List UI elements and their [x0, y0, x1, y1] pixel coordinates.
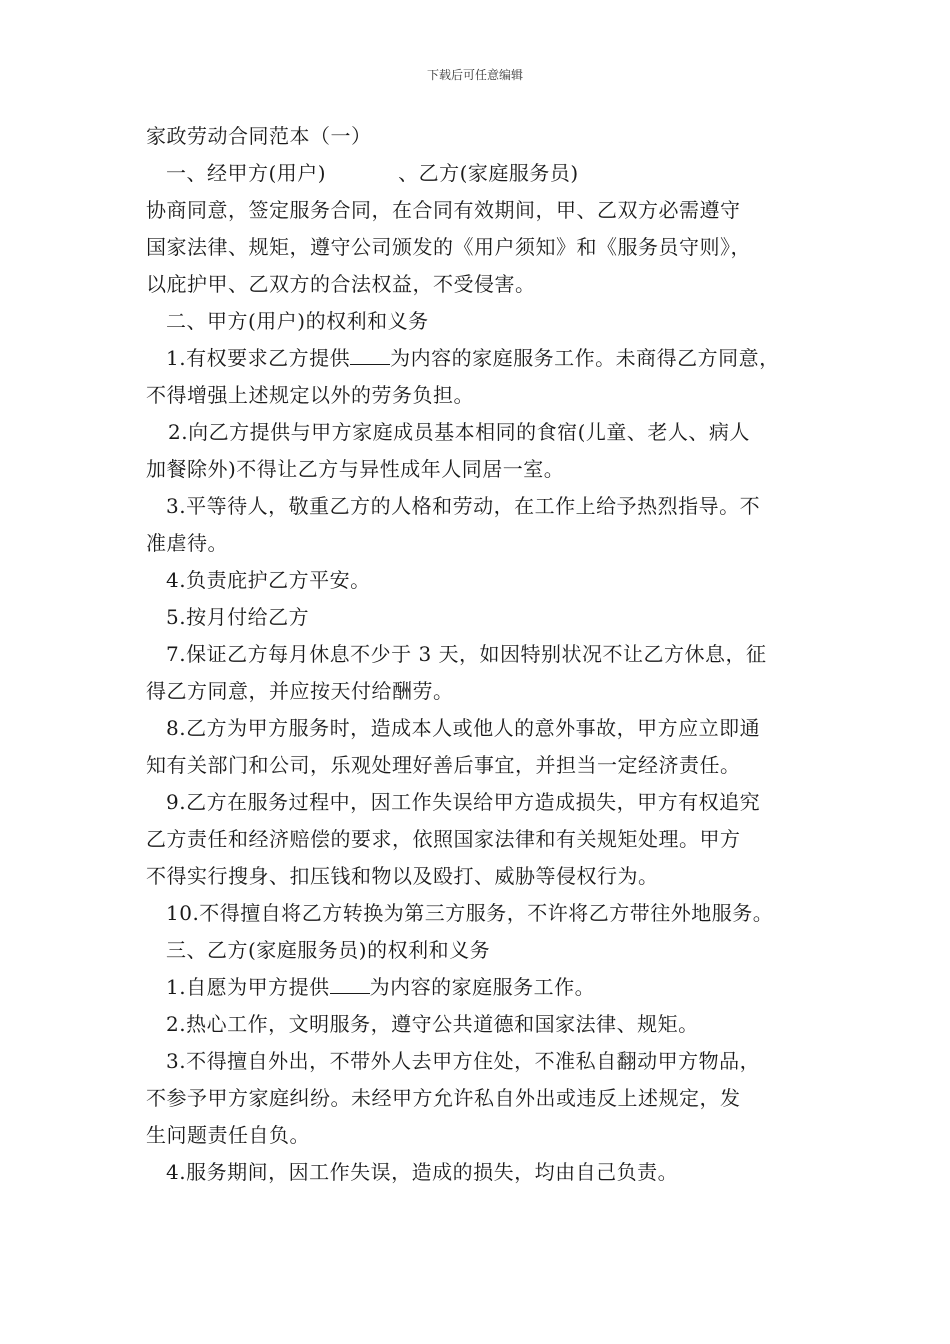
intro-line-3: 以庇护甲、乙双方的合法权益，不受侵害。 — [146, 272, 536, 296]
parties-line — [146, 155, 818, 192]
document-title: 家政劳动合同范本（一） — [146, 124, 372, 148]
s3-item-2: 2.热心工作，文明服务，遵守公共道德和国家法律、规矩。 — [166, 1012, 699, 1036]
s2-item-3-line-1: 3.平等待人，敬重乙方的人格和劳动，在工作上给予热烈指导。不 — [166, 494, 761, 518]
s3-item-3-line-2: 不参予甲方家庭纠纷。未经甲方允许私自外出或违反上述规定，发 — [146, 1086, 741, 1110]
s2-item-8-line-1: 8.乙方为甲方服务时，造成本人或他人的意外事故，甲方应立即通 — [166, 716, 761, 740]
s2-item-3-line-2: 准虐待。 — [146, 531, 228, 555]
s3-item-4: 4.服务期间，因工作失误，造成的损失，均由自己负责。 — [166, 1160, 679, 1184]
fill-in-blank — [350, 346, 390, 365]
section-2-heading: 二、甲方(用户)的权利和义务 — [166, 309, 429, 333]
s2-item-1-line-1 — [146, 340, 818, 377]
header-note: 下载后可任意编辑 — [426, 68, 523, 82]
intro-line-2: 国家法律、规矩，遵守公司颁发的《用户须知》和《服务员守则》， — [146, 235, 751, 259]
s2-item-8-line-2: 知有关部门和公司，乐观处理好善后事宜，并担当一定经济责任。 — [146, 753, 741, 777]
s2-item-1-line-2: 不得增强上述规定以外的劳务负担。 — [146, 383, 474, 407]
s3-item-1-text-a: 1.自愿为甲方提供 — [166, 975, 330, 999]
parties-prefix: 一、经甲方(用户) — [166, 161, 327, 185]
s2-item-10: 10.不得擅自将乙方转换为第三方服务，不许将乙方带往外地服务。 — [166, 901, 774, 925]
fill-in-blank — [330, 975, 370, 994]
parties-suffix: 、乙方(家庭服务员) — [398, 161, 579, 185]
s2-item-2-line-1: 2.向乙方提供与甲方家庭成员基本相同的食宿(儿童、老人、病人 — [168, 420, 750, 444]
s3-item-1 — [146, 969, 818, 1006]
s2-item-1-text-b: 为内容的家庭服务工作。未商得乙方同意， — [390, 346, 780, 370]
s2-item-2-line-2: 加餐除外)不得让乙方与异性成年人同居一室。 — [146, 457, 565, 481]
s2-item-9-line-1: 9.乙方在服务过程中，因工作失误给甲方造成损失，甲方有权追究 — [166, 790, 761, 814]
s2-item-9-line-2: 乙方责任和经济赔偿的要求，依照国家法律和有关规矩处理。甲方 — [146, 827, 741, 851]
s2-item-7-line-2: 得乙方同意，并应按天付给酬劳。 — [146, 679, 454, 703]
document-body — [146, 118, 818, 1191]
s2-item-7-line-1: 7.保证乙方每月休息不少于 3 天，如因特别状况不让乙方休息，征 — [166, 642, 767, 666]
s2-item-4: 4.负责庇护乙方平安。 — [166, 568, 371, 592]
s2-item-9-line-3: 不得实行搜身、扣压钱和物以及殴打、威胁等侵权行为。 — [146, 864, 659, 888]
s2-item-1-text-a: 1.有权要求乙方提供 — [166, 346, 351, 370]
intro-line-1: 协商同意，签定服务合同，在合同有效期间，甲、乙双方必需遵守 — [146, 198, 741, 222]
s3-item-3-line-3: 生问题责任自负。 — [146, 1123, 310, 1147]
s2-item-5: 5.按月付给乙方 — [166, 605, 310, 629]
s3-item-1-text-b: 为内容的家庭服务工作。 — [369, 975, 596, 999]
section-3-heading: 三、乙方(家庭服务员)的权利和义务 — [166, 938, 491, 962]
s3-item-3-line-1: 3.不得擅自外出，不带外人去甲方住处，不准私自翻动甲方物品， — [166, 1049, 761, 1073]
